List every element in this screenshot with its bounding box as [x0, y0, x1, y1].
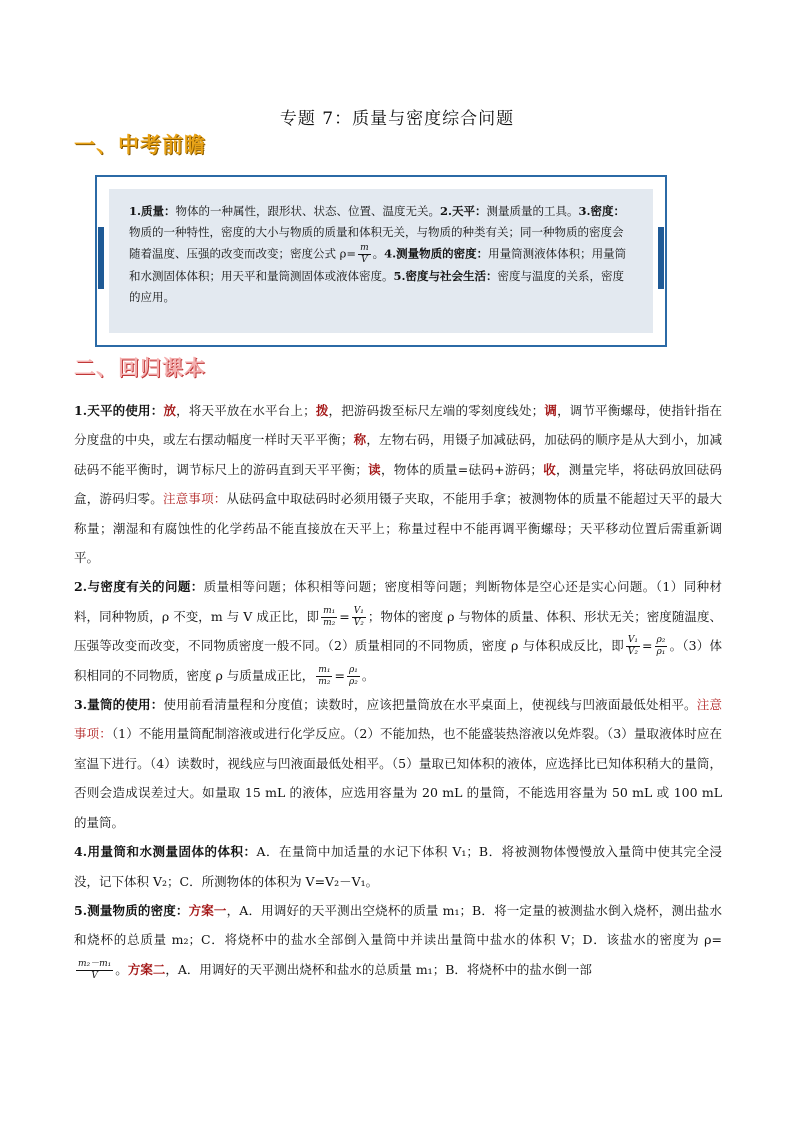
summary-balance-text: 测量质量的工具。: [486, 204, 579, 218]
note-label: 注意事项：: [162, 491, 227, 507]
summary-society-text: 密度与温度的关系，密度的应用。: [129, 269, 625, 304]
section-heading-review: 二、回归课本: [74, 356, 206, 380]
fraction-numerator: m₁: [318, 664, 331, 675]
fraction-denominator: m₂: [323, 617, 336, 628]
ratio-fraction: [655, 635, 668, 658]
fraction-numerator: m₂－m₁: [78, 958, 112, 969]
keyword: 收: [542, 461, 556, 477]
paragraph-text: 使用前看清量程和分度值；读数时，应该把量筒放在水平桌面上，使视线与凹液面最低处相平。: [163, 697, 697, 713]
fraction-numerator: V₁: [627, 635, 639, 646]
paragraph-text: ，将天平放在水平台上；: [176, 403, 316, 418]
paragraph-title: 3.量筒的使用：: [74, 697, 164, 713]
method-label: 方案一: [188, 902, 227, 918]
paragraph-text: ，测量完毕，将砝码放回砝码盒，游码归零。: [74, 461, 722, 507]
summary-term-density-society: 5.密度与社会生活：: [393, 269, 498, 283]
paragraph-density-problems: 2.与密度有关的问题：质量相等问题；体积相等问题；密度相等问题；判断物体是空心还是实心问题。（1）同种材料，同种物质，ρ 不变，m 与 V 成正比，即 $\frac{\text{m₁}}{\text{m₂}}$ = $\frac{\text{V₁}}{\text{V₂}}$ ；物体的密度 ρ 与物体的质量、体积、形状无关；密度随温度、压强等改变而改变，不同物质密度一般不同。（2）质量相同的不同物质，密度 ρ 与体积成反比，即 $\frac{\text{V₁}}{\text{V₂}}$ = $\frac{\text{ρ₂}}{\text{ρ₁}}$ 。（3）体积相同的不同物质，密度 ρ 与质量成正比， $\frac{\text{m₁}}{\text{m₂}}$ = $\frac{\text{ρ₁}}{\text{ρ₂}}$ 。: [74, 579, 722, 687]
fraction-numerator: ρ₁: [348, 664, 358, 675]
paragraph-text: 。: [361, 667, 375, 683]
paragraph-text: 质量相等问题；体积相等问题；密度相等问题；判断物体是空心还是实心问题。（1）同种材料，同种物质，ρ 不变，m 与 V 成正比，即: [74, 579, 722, 624]
summary-box-left-bar: [98, 227, 104, 289]
paragraph-solid-volume: [74, 837, 722, 896]
summary-mass-text: 物体的一种属性，跟形状、状态、位置、温度无关。: [175, 204, 441, 218]
paragraph-text: ，把游码拨至标尺左端的零刻度线处；: [328, 403, 545, 418]
density-formula-denominator: V: [361, 255, 368, 265]
fraction-denominator: V: [91, 970, 98, 981]
paragraph-title: 5.测量物质的密度：: [74, 902, 189, 918]
paragraph-text: 。（3）体积相同的不同物质，密度 ρ 与质量成正比，: [74, 638, 722, 683]
paragraph-title: 4.用量筒和水测量固体的体积：: [74, 844, 257, 860]
paragraph-text: A．在量筒中加适量的水记下体积 V₁；B．将被测物体慢慢放入量筒中使其完全浸没，记下体积 V₂；C．所测物体的体积为 V=V₂－V₁。: [74, 844, 722, 889]
summary-text: [109, 189, 653, 333]
paragraph-text: （1）不能用量筒配制溶液或进行化学反应。（2）不能加热，也不能盛装热溶液以免炸裂。（3）量取液体时应在室温下进行。（4）读数时，视线应与凹液面最低处相平。（5）量取已知体积的液体，应选择比已知体积稍大的量筒，否则会造成误差过大。如量取 15 mL 的液体，应选用容量为 20 mL 的量筒，不能选用容量为 50 mL 或 100 mL 的量筒。: [74, 726, 722, 830]
keyword: 放: [163, 403, 177, 418]
paragraph-title: 1.天平的使用：: [74, 403, 164, 418]
keyword: 读: [367, 461, 381, 477]
keyword: 调: [544, 403, 558, 418]
summary-term-density: 3.密度：: [578, 204, 626, 218]
paragraph-text: ，物体的质量=砝码+游码；: [380, 461, 543, 477]
fraction-denominator: ρ₂: [348, 676, 358, 687]
paragraph-title: 2.与密度有关的问题：: [74, 579, 204, 595]
ratio-fraction: [347, 665, 360, 688]
summary-box-right-bar: [658, 227, 664, 289]
summary-box: [95, 175, 667, 347]
summary-term-balance: 2.天平：: [440, 204, 487, 218]
fraction-denominator: ρ₁: [656, 647, 666, 658]
summary-term-measure-density: 4.测量物质的密度：: [384, 246, 489, 261]
summary-term-mass: 1.质量：: [129, 204, 176, 218]
paragraph-text: ；物体的密度 ρ 与物体的质量、体积、形状无关；密度随温度、压强等改变而改变，不同物质密度一般不同。（2）质量相同的不同物质，密度 ρ 与体积成反比，即: [74, 608, 722, 654]
summary-density-text: 物质的一种特性，密度的大小与物质的质量和体积无关，与物质的种类有关；同一种物质的密度会随着温度、压强的改变而改变；密度公式 ρ=: [129, 225, 624, 261]
fraction-numerator: ρ₂: [656, 635, 666, 646]
paragraph-balance-usage: [74, 396, 722, 572]
ratio-fraction: [321, 606, 337, 629]
section-heading-preview: 一、中考前瞻: [74, 133, 206, 157]
keyword: 拨: [315, 403, 329, 418]
density-fraction: [76, 959, 113, 982]
ratio-fraction: [626, 635, 640, 658]
summary-measure-text: 用量筒测液体体积；用量筒和水测固体体积；用天平和量筒测固体或液体密度。: [129, 246, 627, 283]
density-formula-numerator: m: [360, 243, 369, 253]
page-title: 专题 7：质量与密度综合问题: [279, 109, 515, 129]
method-label: 方案二: [127, 961, 166, 977]
paragraph-text: ，调节平衡螺母，使指针指在分度盘的中央，或左右摆动幅度一样时天平平衡；: [74, 403, 722, 448]
paragraph-measure-density: [74, 896, 722, 984]
ratio-fraction: [316, 665, 332, 688]
fraction-denominator: V₂: [627, 647, 639, 658]
keyword: 称: [353, 432, 367, 448]
density-formula-fraction: [358, 243, 371, 266]
paragraph-cylinder-usage: [74, 690, 722, 837]
fraction-denominator: V₂: [353, 617, 364, 628]
fraction-denominator: m₂: [318, 676, 331, 687]
fraction-numerator: V₁: [353, 605, 364, 616]
fraction-numerator: m₁: [323, 605, 336, 616]
paragraph-text: 从砝码盒中取砝码时必须用镊子夹取，不能用手拿；被测物体的质量不能超过天平的最大称量；潮湿和有腐蚀性的化学药品不能直接放在天平上；称量过程中不能再调平衡螺母；天平移动位置后需重新调平。: [74, 491, 722, 566]
paragraph-text: 。: [115, 961, 128, 977]
paragraph-text: ，左物右码，用镊子加减砝码，加砝码的顺序是从大到小，加减砝码不能平衡时，调节标尺上的游码直到天平平衡；: [74, 432, 722, 477]
paragraph-text: ，A．用调好的天平测出空烧杯的质量 m₁；B．将一定量的被测盐水倒入烧杯，测出盐水和烧杯的总质量 m₂；C．将烧杯中的盐水全部倒入量筒中并读出量筒中盐水的体积 V；D．该盐水的密度为 ρ=: [74, 902, 722, 948]
note-label: 注意事项：: [74, 697, 722, 742]
summary-density-end: 。: [372, 246, 385, 261]
ratio-fraction: [352, 606, 366, 629]
main-content: [74, 396, 722, 984]
paragraph-text: ，A．用调好的天平测出烧杯和盐水的总质量 m₁；B．将烧杯中的盐水倒一部: [165, 961, 592, 977]
